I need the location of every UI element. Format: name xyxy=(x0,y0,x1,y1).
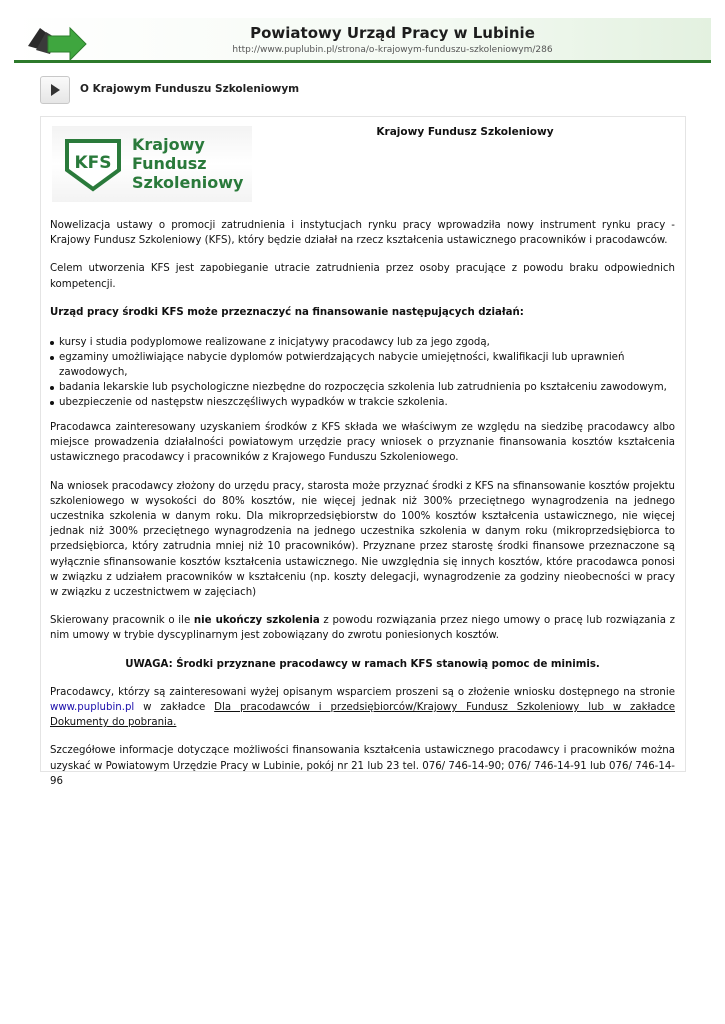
refund-text-end: z powodu rozwiązania przez niego umowy o pracę lub rozwiązania z nim umowy w trybie dyscyplinarnym jest zobowiązany do zwrotu poniesionych kosztów. xyxy=(50,615,675,642)
section-expand-button[interactable] xyxy=(40,76,70,104)
kfs-shield-icon xyxy=(64,138,122,192)
paragraph-how-to-apply xyxy=(50,685,675,731)
kfs-logo-line2: Fundusz xyxy=(132,154,207,173)
list-item-text: egzaminy umożliwiające nabycie dyplomów potwierdzających nabycie umiejętności, kwalifikacji lub uprawnień zawodowych, xyxy=(59,352,625,379)
page-url: http://www.puplubin.pl/strona/o-krajowym-funduszu-szkoleniowym/286 xyxy=(232,45,553,55)
list-item xyxy=(50,350,675,380)
activities-list xyxy=(50,335,675,410)
puplubin-link[interactable]: www.puplubin.pl xyxy=(50,702,135,714)
list-item-text: badania lekarskie lub psychologiczne niezbędne do rozpoczęcia szkolenia lub zatrudnienia po kształceniu zawodowym, xyxy=(59,382,667,394)
notice-de-minimis: UWAGA: Środki przyznane pracodawcy w ramach KFS stanowią pomoc de minimis. xyxy=(125,658,600,670)
refund-text-start: Skierowany pracownik o ile xyxy=(50,615,194,627)
list-item xyxy=(50,335,675,350)
bullet-icon xyxy=(50,356,54,360)
article-heading: Krajowy Fundusz Szkoleniowy xyxy=(376,126,554,138)
paragraph-activities-heading: Urząd pracy środki KFS może przeznaczyć na finansowanie następujących działań: xyxy=(50,306,524,318)
list-item-text: kursy i studia podyplomowe realizowane z inicjatywy pracodawcy lub za jego zgodą, xyxy=(59,337,490,349)
list-item xyxy=(50,395,675,410)
list-item xyxy=(50,380,675,395)
kfs-badge-text: KFS xyxy=(74,153,112,173)
section-title: O Krajowym Funduszu Szkoleniowym xyxy=(80,83,300,95)
bullet-icon xyxy=(50,401,54,405)
header-divider xyxy=(14,60,711,63)
arrow-right-icon xyxy=(51,84,60,96)
page-header xyxy=(14,18,711,60)
bullet-icon xyxy=(50,341,54,345)
page-header-title: Powiatowy Urząd Pracy w Lubinie xyxy=(250,24,535,42)
kfs-logo-line3: Szkoleniowy xyxy=(132,173,244,192)
refund-text-bold: nie ukończy szkolenia xyxy=(193,615,320,627)
paragraph-refund xyxy=(50,613,675,643)
kfs-logo xyxy=(52,126,252,202)
article-body xyxy=(50,218,675,802)
paragraph-application: Pracodawca zainteresowany uzyskaniem środków z KFS składa we właściwym ze względu na siedzibę pracodawcy albo miejsce prowadzenia działalności powiatowym urzędzie pracy wniosek o przyznanie finansowania kosztów kształcenia ustawicznego pracodawcy i pracowników z Krajowego Funduszu Szkoleniowego. xyxy=(50,422,675,464)
paragraph-contact: Szczegółowe informacje dotyczące możliwości finansowania kształcenia ustawicznego pracodawcy i pracowników można uzyskać w Powiatowym Urzędzie Pracy w Lubinie, pokój nr 21 lub 23 tel. 076/ 746-14-90; 076/ 746-14-91 lub 076/ 746-14-96 xyxy=(50,745,675,787)
apply-text-start: Pracodawcy, którzy są zainteresowani wyżej opisanym wsparciem proszeni są o złożenie wniosku dostępnego na stronie xyxy=(50,686,675,698)
employers-section-link[interactable]: Dla pracodawców i przedsiębiorców/Krajowy Fundusz Szkoleniowy lub w zakładce Dokumenty do pobrania. xyxy=(50,702,675,729)
paragraph-intro: Nowelizacja ustawy o promocji zatrudnienia i instytucjach rynku pracy wprowadziła nowy instrument rynku pracy - Krajowy Fundusz Szkoleniowy (KFS), który będzie działał na rzecz kształcenia ustawicznego pracowników i pracodawców. xyxy=(50,220,675,247)
paragraph-funding: Na wniosek pracodawcy złożony do urzędu pracy, starosta może przyznać środki z KFS na sfinansowanie kosztów projektu szkoleniowego w wysokości do 80% kosztów, nie więcej jednak niż 300% przeciętnego wynagrodzenia na jednego uczestnika szkolenia w danym roku. Dla mikroprzedsiębiorstw do 100% kosztów kształcenia ustawicznego, nie więcej jednak niż 300% przeciętnego wynagrodzenia na jednego uczestnika szkolenia w danym roku (mikroprzedsiębiorca to przedsiębiorca, który zatrudnia mniej niż 10 pracowników). Przyznane przez starostę środki finansowe przeznaczone są wyłącznie sfinansowanie kosztów kształcenia ustawicznego. Nie uwzględnia się innych kosztów, które pracodawca ponosi w związku z udziałem pracowników w kształceniu (np. koszty delegacji, wynagrodzenie za godziny nieobecności w pracy w związku z uczestnictwem w zajęciach) xyxy=(50,480,675,599)
list-item-text: ubezpieczenie od następstw nieszczęśliwych wypadków w trakcie szkolenia. xyxy=(59,397,448,409)
bullet-icon xyxy=(50,386,54,390)
apply-text-middle: w zakładce xyxy=(134,702,215,714)
kfs-logo-line1: Krajowy xyxy=(132,135,205,154)
paragraph-goal: Celem utworzenia KFS jest zapobieganie utracie zatrudnienia przez osoby pracujące z powodu braku odpowiednich kompetencji. xyxy=(50,263,675,290)
